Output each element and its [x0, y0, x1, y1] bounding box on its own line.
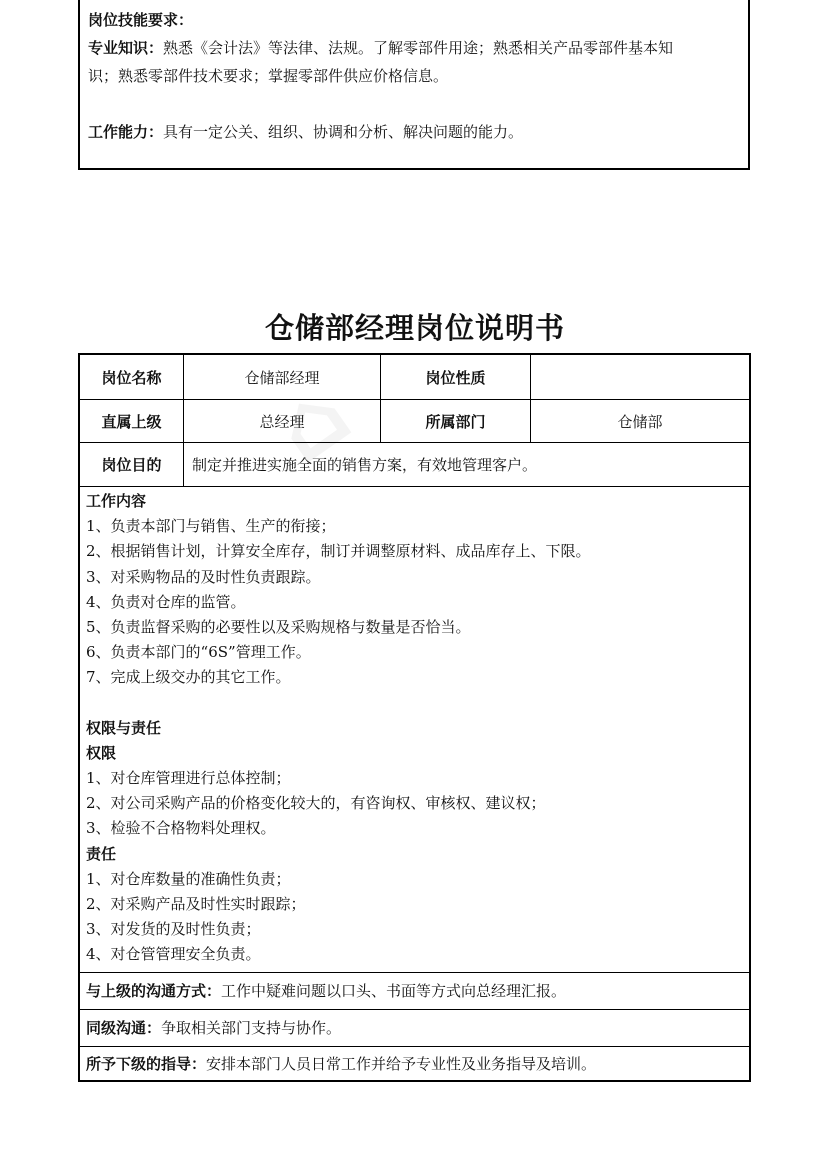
work-heading: 工作内容: [86, 492, 147, 510]
work-item: 3、对采购物品的及时性负责跟踪。: [86, 567, 321, 586]
position-name-value: 仓储部经理: [184, 355, 381, 399]
knowledge-line: [88, 34, 740, 62]
duty-item: 3、对发货的及时性负责；: [86, 920, 261, 939]
position-nature-label: 岗位性质: [381, 355, 531, 399]
knowledge-text-1: 熟悉《会计法》等法律、法规。了解零部件用途；熟悉相关产品零部件基本知: [163, 39, 674, 57]
work-item: 4、负责对仓库的监管。: [86, 592, 246, 611]
document-title: 仓储部经理岗位说明书: [264, 311, 565, 345]
knowledge-label: 专业知识：: [88, 39, 164, 57]
row-name: [80, 355, 749, 400]
power-item: 1、对仓库管理进行总体控制；: [86, 769, 291, 788]
work-item: 5、负责监督采购的必要性以及采购规格与数量是否恰当。: [86, 618, 471, 637]
subordinate-text: 安排本部门人员日常工作并给予专业性及业务指导及培训。: [206, 1054, 597, 1073]
position-nature-value: [531, 355, 749, 399]
power-item: 2、对公司采购产品的价格变化较大的，有咨询权、审核权、建议权；: [86, 794, 546, 813]
authority-heading: 权限与责任: [86, 718, 162, 737]
position-name-label: 岗位名称: [80, 355, 184, 399]
superior-label: 直属上级: [80, 400, 184, 442]
duty-heading: 责任: [86, 844, 117, 863]
department-value: 仓储部: [617, 412, 663, 431]
duty-item: 4、对仓管管理安全负责。: [86, 945, 261, 964]
peer-comm-label: 同级沟通：: [86, 1019, 162, 1038]
ability-text: 具有一定公关、组织、协调和分析、解决问题的能力。: [163, 123, 524, 141]
skill-requirements-box: [78, 0, 750, 170]
work-item: 7、完成上级交办的其它工作。: [86, 668, 291, 687]
work-item: 1、负责本部门与销售、生产的衔接；: [86, 517, 336, 536]
power-heading: 权限: [86, 743, 117, 762]
ability-label: 工作能力：: [88, 123, 164, 141]
superior-comm-text: 工作中疑难问题以口头、书面等方式向总经理汇报。: [221, 982, 567, 1001]
duty-item: 1、对仓库数量的准确性负责；: [86, 869, 291, 888]
purpose-value: 制定并推进实施全面的销售方案，有效地管理客户。: [192, 456, 538, 474]
spacer: [86, 691, 591, 716]
duty-item: 2、对采购产品及时性实时跟踪；: [86, 895, 306, 914]
subordinate-label: 所予下级的指导：: [86, 1054, 207, 1073]
knowledge-text-2: 识；熟悉零部件技术要求；掌握零部件供应价格信息。: [88, 67, 449, 85]
job-description-table: [78, 353, 751, 1082]
work-item: 2、根据销售计划，计算安全库存，制订并调整原材料、成品库存上、下限。: [86, 542, 591, 561]
skill-heading: 岗位技能要求：: [88, 11, 194, 29]
superior-comm-label: 与上级的沟通方式：: [86, 982, 222, 1001]
row-purpose: [80, 443, 749, 487]
row-peer-comm: [80, 1010, 749, 1047]
work-item: 6、负责本部门的“6S”管理工作。: [86, 643, 311, 662]
row-superior: [80, 400, 749, 443]
superior-value: 总经理: [184, 400, 381, 442]
power-item: 3、检验不合格物料处理权。: [86, 819, 276, 838]
peer-comm-text: 争取相关部门支持与协作。: [161, 1019, 342, 1038]
spacer: [88, 90, 740, 118]
department-label: 所属部门: [381, 400, 531, 442]
row-content: [80, 487, 749, 973]
purpose-label: 岗位目的: [80, 443, 184, 486]
ability-line: [88, 118, 740, 146]
work-content: [80, 487, 597, 972]
row-superior-comm: [80, 973, 749, 1010]
row-subordinate-guidance: [80, 1047, 749, 1080]
